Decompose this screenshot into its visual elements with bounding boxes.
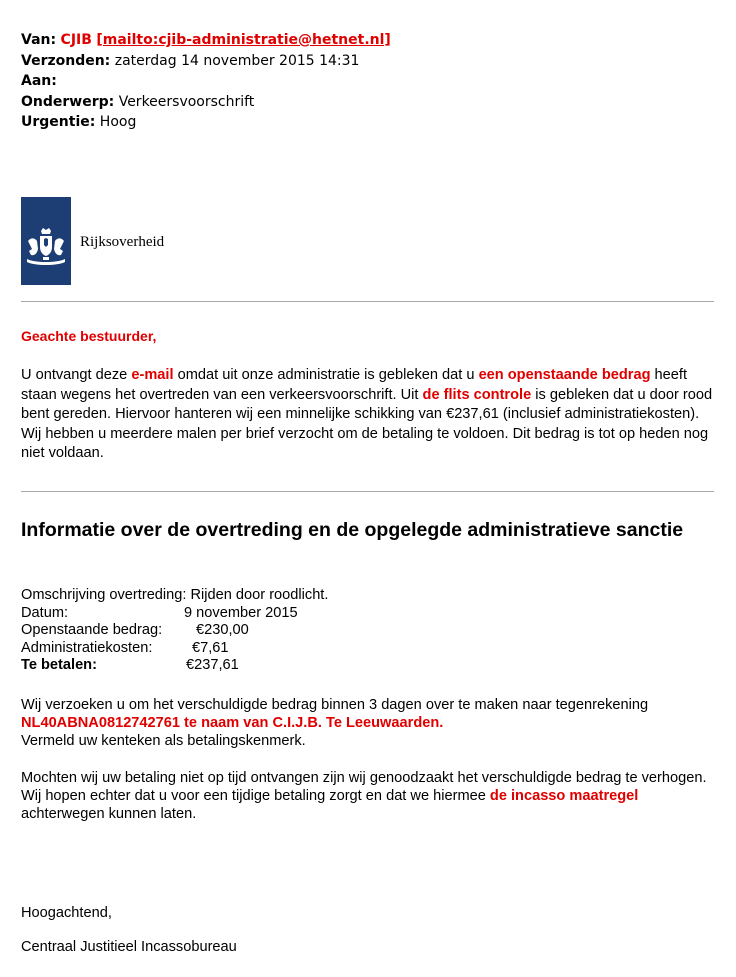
admin-costs-value: €7,61 bbox=[192, 639, 229, 656]
subject-label: Onderwerp: bbox=[21, 94, 115, 110]
payment-reference: Vermeld uw kenteken als betalingskenmerk. bbox=[21, 733, 306, 749]
detail-row bbox=[21, 640, 521, 658]
rijksoverheid-logo-block bbox=[21, 197, 71, 285]
divider bbox=[21, 301, 714, 302]
intro-text-3: heeft staan wegens het overtreden van een verkeersvoorschrift. Uit bbox=[21, 367, 688, 403]
from-address-link[interactable]: [mailto:cjib-administratie@hetnet.nl] bbox=[96, 32, 391, 48]
intro-highlight-email: e-mail bbox=[131, 367, 174, 383]
warning-line: Mochten wij uw betaling niet op tijd ontvangen zijn wij genoodzaakt het verschuldigde bedrag te verhogen. bbox=[21, 770, 707, 786]
intro-paragraph bbox=[21, 366, 721, 464]
detail-row bbox=[21, 587, 521, 605]
urgency-label: Urgentie: bbox=[21, 114, 96, 130]
intro-text-1: U ontvangt deze bbox=[21, 367, 132, 383]
intro-highlight-amount: een openstaande bedrag bbox=[478, 367, 651, 383]
violation-details bbox=[21, 587, 521, 675]
total-label: Te betalen: bbox=[21, 657, 97, 673]
payment-instructions bbox=[21, 696, 721, 750]
email-to-line bbox=[21, 71, 57, 91]
outstanding-label: Openstaande bedrag: bbox=[21, 622, 163, 638]
total-value: €237,61 bbox=[186, 657, 239, 673]
intro-highlight-camera: de flits controle bbox=[422, 386, 532, 403]
outstanding-value: €230,00 bbox=[196, 622, 249, 638]
urgency-value: Hoog bbox=[99, 114, 137, 130]
payment-line: Wij verzoeken u om het verschuldigde bedrag binnen 3 dagen over te maken naar tegenrekening bbox=[21, 697, 649, 713]
greeting: Geachte bestuurder, bbox=[21, 328, 157, 344]
sent-label: Verzonden: bbox=[21, 53, 111, 69]
logo-wordmark: Rijksoverheid bbox=[80, 234, 165, 250]
closing: Hoogachtend, bbox=[21, 905, 112, 921]
date-label: Datum: bbox=[21, 604, 69, 621]
coat-of-arms-icon bbox=[23, 227, 69, 271]
email-from-line bbox=[21, 30, 391, 50]
from-label: Van: bbox=[21, 32, 57, 48]
warning-line-2 bbox=[21, 787, 721, 823]
detail-row bbox=[21, 657, 521, 675]
divider bbox=[21, 491, 714, 492]
warning-paragraph bbox=[21, 769, 721, 823]
payment-account: NL40ABNA0812742761 te naam van C.I.J.B. Te Leeuwaarden. bbox=[21, 715, 444, 731]
warning-text-a: Wij hopen echter dat u voor een tijdige betaling zorgt en dat we hiermee bbox=[21, 788, 490, 804]
email-subject-line bbox=[21, 92, 254, 112]
admin-costs-label: Administratiekosten: bbox=[21, 639, 153, 656]
detail-row bbox=[21, 622, 521, 640]
info-heading: Informatie over de overtreding en de opgelegde administratieve sanctie bbox=[21, 519, 684, 541]
subject-value: Verkeersvoorschrift bbox=[118, 94, 255, 110]
intro-text-2: omdat uit onze administratie is gebleken dat u bbox=[173, 367, 479, 383]
warning-text-b: achterwegen kunnen laten. bbox=[21, 806, 197, 822]
from-name: CJIB bbox=[60, 32, 92, 48]
email-urgency-line bbox=[21, 112, 136, 132]
detail-row bbox=[21, 605, 521, 623]
signature-organization: Centraal Justitieel Incassobureau bbox=[21, 939, 237, 955]
email-sent-line bbox=[21, 51, 359, 71]
date-value: 9 november 2015 bbox=[184, 604, 298, 621]
description: Omschrijving overtreding: Rijden door roodlicht. bbox=[21, 587, 329, 603]
sent-value: zaterdag 14 november 2015 14:31 bbox=[114, 53, 360, 69]
to-label: Aan: bbox=[21, 73, 57, 89]
warning-highlight: de incasso maatregel bbox=[489, 788, 639, 804]
intro-text-4: is gebleken dat u door rood bent gereden. Hiervoor hanteren wij een minnelijke schikking van €237,61 (inclusief administratiekosten). Wij hebben u meerdere malen per brief verzocht om de betaling te voldoen. Dit bedrag is tot op heden nog niet voldaan. bbox=[21, 386, 713, 461]
